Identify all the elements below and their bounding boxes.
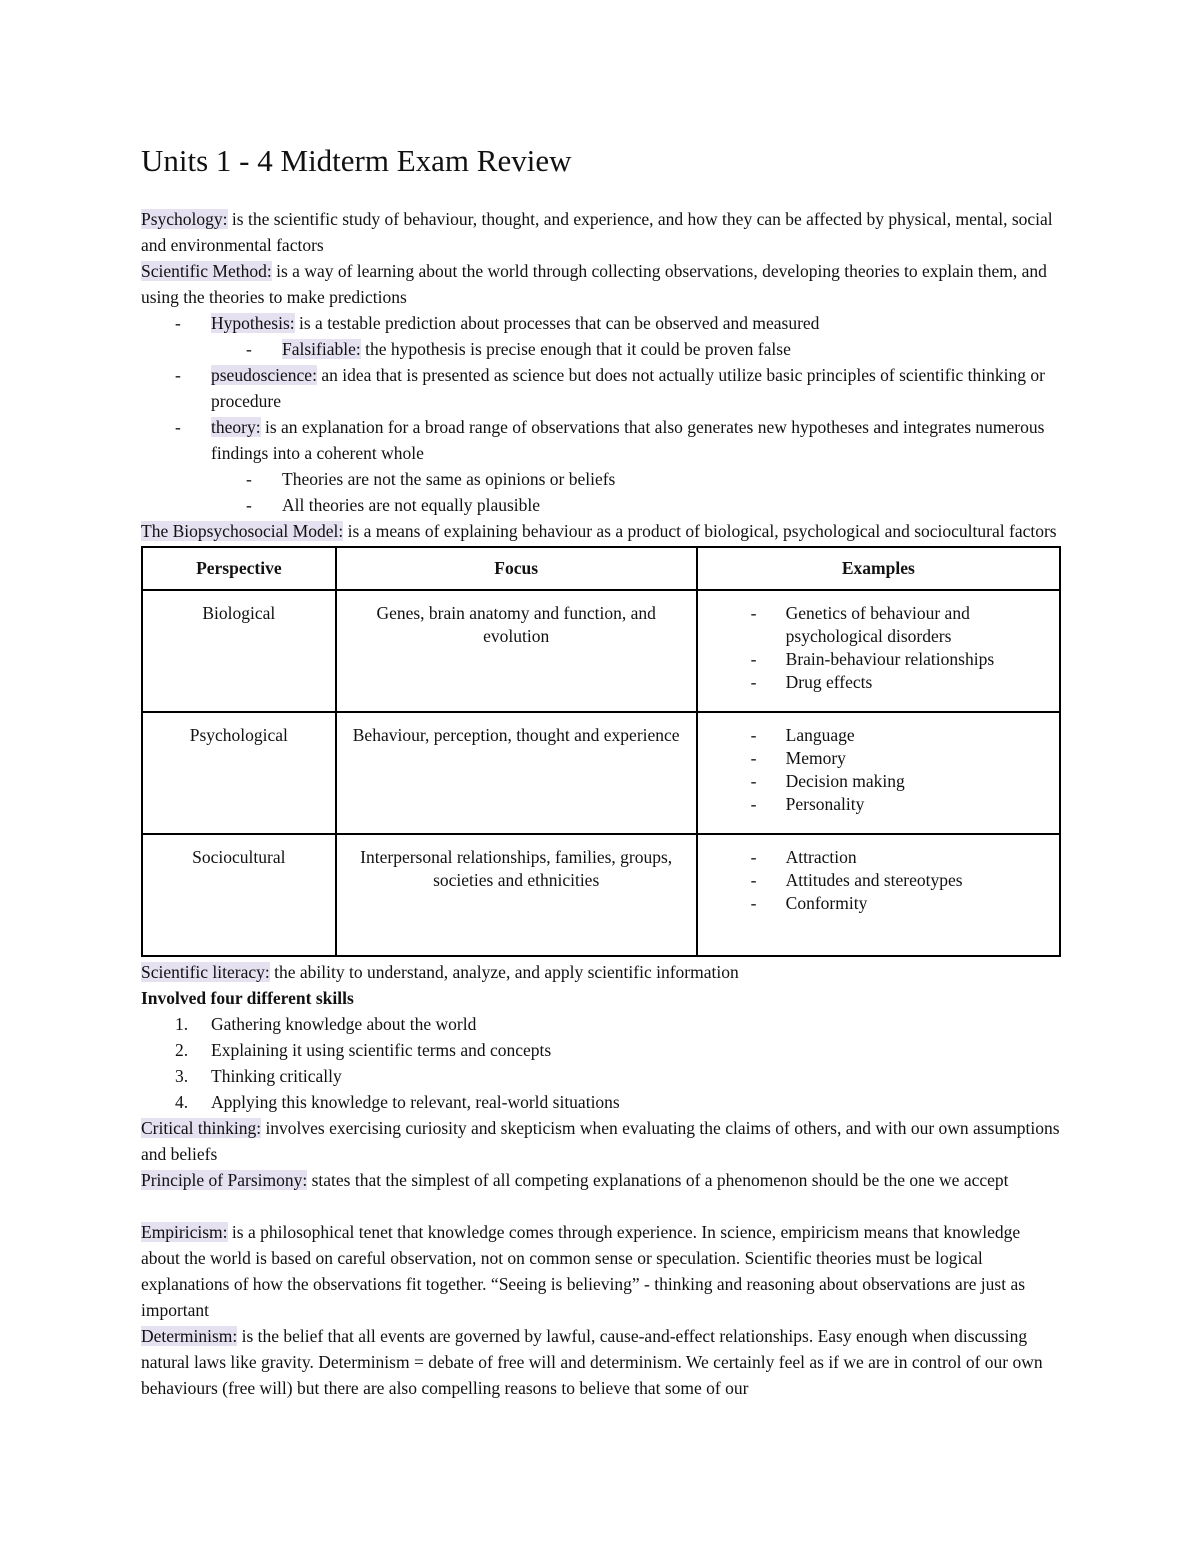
header-perspective: Perspective xyxy=(142,547,336,590)
cell-perspective: Sociocultural xyxy=(142,834,336,956)
list-item xyxy=(141,336,1061,362)
definition-text: states that the simplest of all competing explanations of a phenomenon should be the one we accept xyxy=(307,1170,1009,1190)
definition-text: is a means of explaining behaviour as a product of biological, psychological and sociocultural factors xyxy=(343,521,1057,541)
skill-text: Thinking critically xyxy=(211,1066,342,1086)
list-number: 2. xyxy=(175,1040,189,1060)
example-item xyxy=(706,793,1051,816)
example-item xyxy=(706,648,1051,671)
bullet-dash: - xyxy=(175,365,181,385)
cell-perspective: Psychological xyxy=(142,712,336,834)
definition-determinism xyxy=(141,1323,1061,1401)
list-number: 1. xyxy=(175,1014,189,1034)
definition-scientific-literacy xyxy=(141,959,1061,985)
definition-text: the ability to understand, analyze, and apply scientific information xyxy=(269,962,739,982)
term-label: Principle of Parsimony: xyxy=(141,1170,308,1190)
table-row xyxy=(142,834,1060,956)
cell-examples xyxy=(697,712,1060,834)
cell-focus: Interpersonal relationships, families, groups, societies and ethnicities xyxy=(336,834,697,956)
definition-text: is a way of learning about the world through collecting observations, developing theories to explain them, and using the theories to make predictions xyxy=(141,261,1047,307)
definition-text: is a testable prediction about processes that can be observed and measured xyxy=(294,313,820,333)
bullet-dash: - xyxy=(750,847,757,867)
example-text: Personality xyxy=(785,794,865,814)
example-item xyxy=(706,602,1051,648)
list-item xyxy=(141,414,1061,466)
definition-text: is the belief that all events are governed by lawful, cause-and-effect relationships. Easy enough when discussing natural laws like gravity. Determinism = debate of free will and determinism. We certainly feel as if we are in control of our own behaviours (free will) but there are also compelling reasons to believe that some of our xyxy=(141,1326,1043,1398)
cell-focus: Behaviour, perception, thought and experience xyxy=(336,712,697,834)
example-text: Drug effects xyxy=(785,672,873,692)
list-item xyxy=(141,362,1061,414)
term-label: The Biopsychosocial Model: xyxy=(141,521,344,541)
header-examples: Examples xyxy=(697,547,1060,590)
bullet-dash: - xyxy=(750,771,757,791)
table-header-row xyxy=(142,547,1060,590)
definition-text: is an explanation for a broad range of observations that also generates new hypotheses and integrates numerous findings into a coherent whole xyxy=(211,417,1045,463)
header-focus: Focus xyxy=(336,547,697,590)
term-label: Critical thinking: xyxy=(141,1118,262,1138)
term-label: Falsifiable: xyxy=(282,339,361,359)
term-label: Psychology: xyxy=(141,209,228,229)
list-item xyxy=(141,1089,1061,1115)
bullet-dash: - xyxy=(246,495,252,515)
perspectives-table xyxy=(141,546,1061,957)
note-text: All theories are not equally plausible xyxy=(282,495,541,515)
example-item xyxy=(706,892,1051,915)
example-item xyxy=(706,846,1051,869)
term-label: Scientific Method: xyxy=(141,261,272,281)
bullet-dash: - xyxy=(750,870,757,890)
list-number: 3. xyxy=(175,1066,189,1086)
bullet-dash: - xyxy=(750,893,757,913)
table-row xyxy=(142,590,1060,712)
example-item xyxy=(706,671,1051,694)
skill-text: Explaining it using scientific terms and concepts xyxy=(211,1040,552,1060)
term-label: Scientific literacy: xyxy=(141,962,270,982)
term-label: Empiricism: xyxy=(141,1222,228,1242)
bullet-dash: - xyxy=(750,748,757,768)
example-item xyxy=(706,869,1051,892)
bullet-dash: - xyxy=(246,339,252,359)
document-content xyxy=(141,143,1061,1401)
bullet-dash: - xyxy=(175,313,181,333)
list-item xyxy=(141,492,1061,518)
page-title: Units 1 - 4 Midterm Exam Review xyxy=(141,143,572,178)
bullet-dash: - xyxy=(750,725,757,745)
definition-text: the hypothesis is precise enough that it could be proven false xyxy=(360,339,791,359)
example-text: Attraction xyxy=(785,847,857,867)
example-text: Brain-behaviour relationships xyxy=(785,649,995,669)
cell-examples xyxy=(697,590,1060,712)
example-text: Memory xyxy=(785,748,846,768)
table-row xyxy=(142,712,1060,834)
definition-text: is a philosophical tenet that knowledge comes through experience. In science, empiricism means that knowledge about the world is based on careful observation, not on common sense or speculation. Scientific theories must be logical explanations of how the observations fit together. “Seeing is believing” - thinking and reasoning about observations are just as important xyxy=(141,1222,1026,1320)
paragraph-spacer xyxy=(141,1193,1061,1219)
bullet-dash: - xyxy=(750,649,757,669)
list-item xyxy=(141,1037,1061,1063)
bullet-dash: - xyxy=(175,417,181,437)
term-label: pseudoscience: xyxy=(211,365,317,385)
list-item xyxy=(141,1011,1061,1037)
definition-parsimony xyxy=(141,1167,1061,1193)
definition-psychology xyxy=(141,206,1061,258)
example-item xyxy=(706,747,1051,770)
definition-critical-thinking xyxy=(141,1115,1061,1167)
definition-scientific-method xyxy=(141,258,1061,310)
term-label: Hypothesis: xyxy=(211,313,295,333)
term-label: theory: xyxy=(211,417,261,437)
definition-empiricism xyxy=(141,1219,1061,1323)
example-text: Conformity xyxy=(785,893,868,913)
list-item xyxy=(141,466,1061,492)
example-text: Decision making xyxy=(785,771,905,791)
note-text: Theories are not the same as opinions or beliefs xyxy=(282,469,616,489)
bullet-dash: - xyxy=(750,603,757,623)
bullet-dash: - xyxy=(750,672,757,692)
cell-examples xyxy=(697,834,1060,956)
term-label: Determinism: xyxy=(141,1326,238,1346)
cell-perspective: Biological xyxy=(142,590,336,712)
list-item xyxy=(141,310,1061,336)
definition-text: an idea that is presented as science but does not actually utilize basic principles of scientific thinking or procedure xyxy=(211,365,1045,411)
list-item xyxy=(141,1063,1061,1089)
skill-text: Gathering knowledge about the world xyxy=(211,1014,477,1034)
definition-biopsychosocial xyxy=(141,518,1061,544)
example-item xyxy=(706,770,1051,793)
list-number: 4. xyxy=(175,1092,189,1112)
bullet-dash: - xyxy=(246,469,252,489)
definition-text: involves exercising curiosity and skepticism when evaluating the claims of others, and with our own assumptions and beliefs xyxy=(141,1118,1060,1164)
bullet-dash: - xyxy=(750,794,757,814)
cell-focus: Genes, brain anatomy and function, and evolution xyxy=(336,590,697,712)
example-text: Genetics of behaviour and psychological disorders xyxy=(785,603,970,646)
skill-text: Applying this knowledge to relevant, real-world situations xyxy=(211,1092,620,1112)
skills-heading: Involved four different skills xyxy=(141,988,354,1008)
example-item xyxy=(706,724,1051,747)
definition-text: is the scientific study of behaviour, thought, and experience, and how they can be affected by physical, mental, social and environmental factors xyxy=(141,209,1053,255)
example-text: Language xyxy=(785,725,855,745)
example-text: Attitudes and stereotypes xyxy=(785,870,963,890)
